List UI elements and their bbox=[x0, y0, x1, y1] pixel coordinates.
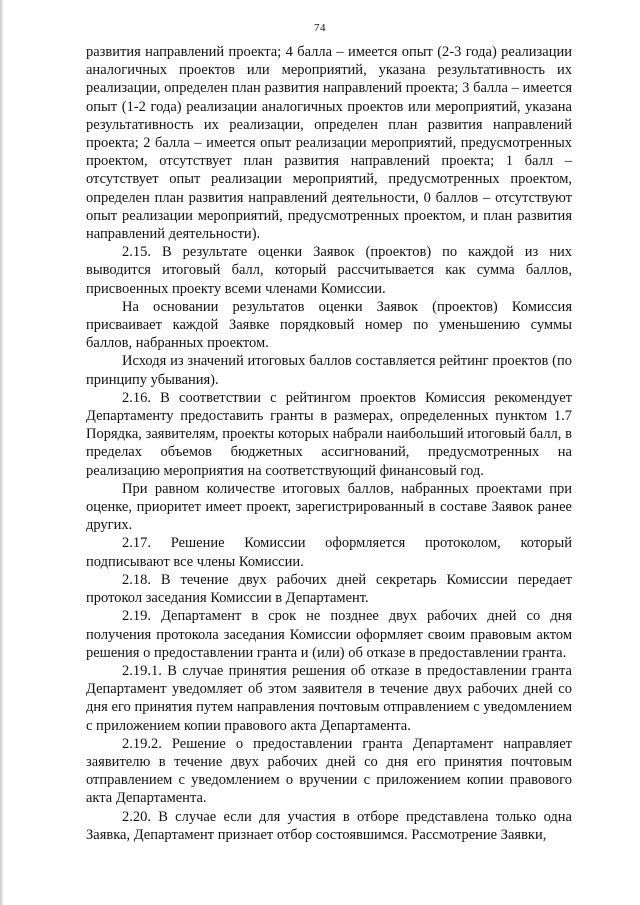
paragraph: 2.19.2. Решение о предоставлении гранта Департамент направляет заявителю в течение двух рабочих дней со дня его принятия почтовым отправлением с уведомлением о вручении с приложением копии правового акта Департамента. bbox=[86, 735, 572, 807]
page-number: 74 bbox=[314, 22, 326, 34]
paragraph: 2.19. Департамент в срок не позднее двух рабочих дней со дня получения протокола заседания Комиссии оформляет своим правовым актом решения о предоставлении гранта и (или) об отказе в предоставлении гранта. bbox=[86, 608, 572, 661]
document-body bbox=[86, 43, 572, 844]
paragraph: 2.15. В результате оценки Заявок (проектов) по каждой из них выводится итоговый балл, который рассчитывается как сумма баллов, присвоенных проекту всеми членами Комиссии. bbox=[86, 244, 572, 297]
paragraph: При равном количестве итоговых баллов, набранных проектами при оценке, приоритет имеет проект, зарегистрированный в составе Заявок ранее других. bbox=[86, 480, 572, 534]
paragraph: 2.16. В соответствии с рейтингом проектов Комиссия рекомендует Департаменту предоставить гранты в размерах, определенных пунктом 1.7 Порядка, заявителям, проекты которых набрали наибольший итоговый балл, в пределах объемов бюджетных ассигнований, предусмотренных на реализацию мероприятия на соответствующий финансовый год. bbox=[86, 389, 572, 479]
paragraph: развития направлений проекта; 4 балла – имеется опыт (2-3 года) реализации аналогичных проектов или мероприятий, указана результативность их реализации, определен план развития направлений проекта; 3 балла – имеется опыт (1-2 года) реализации аналогичных проектов или мероприятий, указана результативность их реализации, определен план развития направлений проекта; 2 балла – имеется опыт реализации мероприятий, предусмотренных проектом, отсутствует план развития направлений проекта; 1 балл – отсутствует опыт реализации мероприятий, предусмотренных проектом, определен план развития направлений деятельности, 0 баллов – отсутствуют опыт реализации мероприятий, предусмотренных проектом, и план развития направлений деятельности). bbox=[86, 44, 572, 243]
paragraph: На основании результатов оценки Заявок (проектов) Комиссия присваивает каждой Заявке порядковый номер по уменьшению суммы баллов, набранных проектом. bbox=[86, 298, 572, 352]
paragraph: Исходя из значений итоговых баллов составляется рейтинг проектов (по принципу убывания). bbox=[86, 353, 572, 388]
paragraph: 2.17. Решение Комиссии оформляется протоколом, который подписывают все члены Комиссии. bbox=[86, 535, 572, 570]
paragraph: 2.18. В течение двух рабочих дней секретарь Комиссии передает протокол заседания Комиссии в Департамент. bbox=[86, 571, 572, 607]
scan-edge bbox=[0, 0, 4, 905]
paragraph: 2.20. В случае если для участия в отборе представлена только одна Заявка, Департамент признает отбор состоявшимся. Рассмотрение Заявки, bbox=[86, 808, 572, 843]
paragraph: 2.19.1. В случае принятия решения об отказе в предоставлении гранта Департамент уведомляет об этом заявителя в течение двух рабочих дней со дня его принятия путем направления почтовым отправлением с уведомлением с приложением копии правового акта Департамента. bbox=[86, 662, 572, 734]
